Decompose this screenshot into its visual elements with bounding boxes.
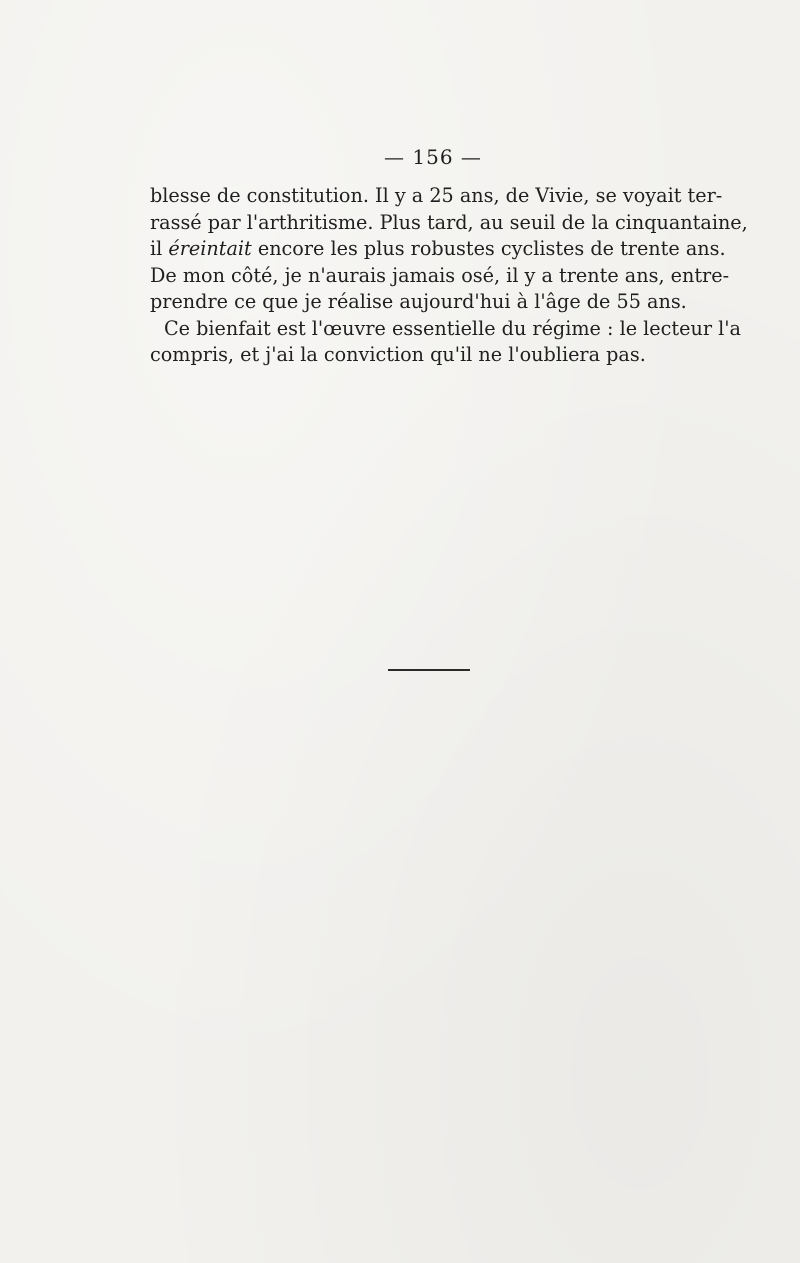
text-line: il éreintait encore les plus robustes cyclistes de trente ans.	[150, 237, 726, 260]
text-line: Ce bienfait est l'œuvre essentielle du régime : le lecteur l'a	[164, 316, 741, 340]
text-line: blesse de constitution. Il y a 25 ans, de Vivie, se voyait ter-	[150, 184, 723, 207]
text-line: compris, et j'ai la conviction qu'il ne l'oubliera pas.	[150, 343, 646, 366]
text-line: prendre ce que je réalise aujourd'hui à l'âge de 55 ans.	[150, 290, 687, 313]
section-divider	[388, 669, 470, 671]
text-line: De mon côté, je n'aurais jamais osé, il y a trente ans, entre-	[150, 263, 730, 287]
text-line: rassé par l'arthritisme. Plus tard, au seuil de la cinquantaine,	[150, 210, 748, 234]
body-text	[150, 183, 748, 369]
emphasis-word: éreintait	[168, 237, 252, 260]
page-number: — 156 —	[384, 145, 482, 169]
